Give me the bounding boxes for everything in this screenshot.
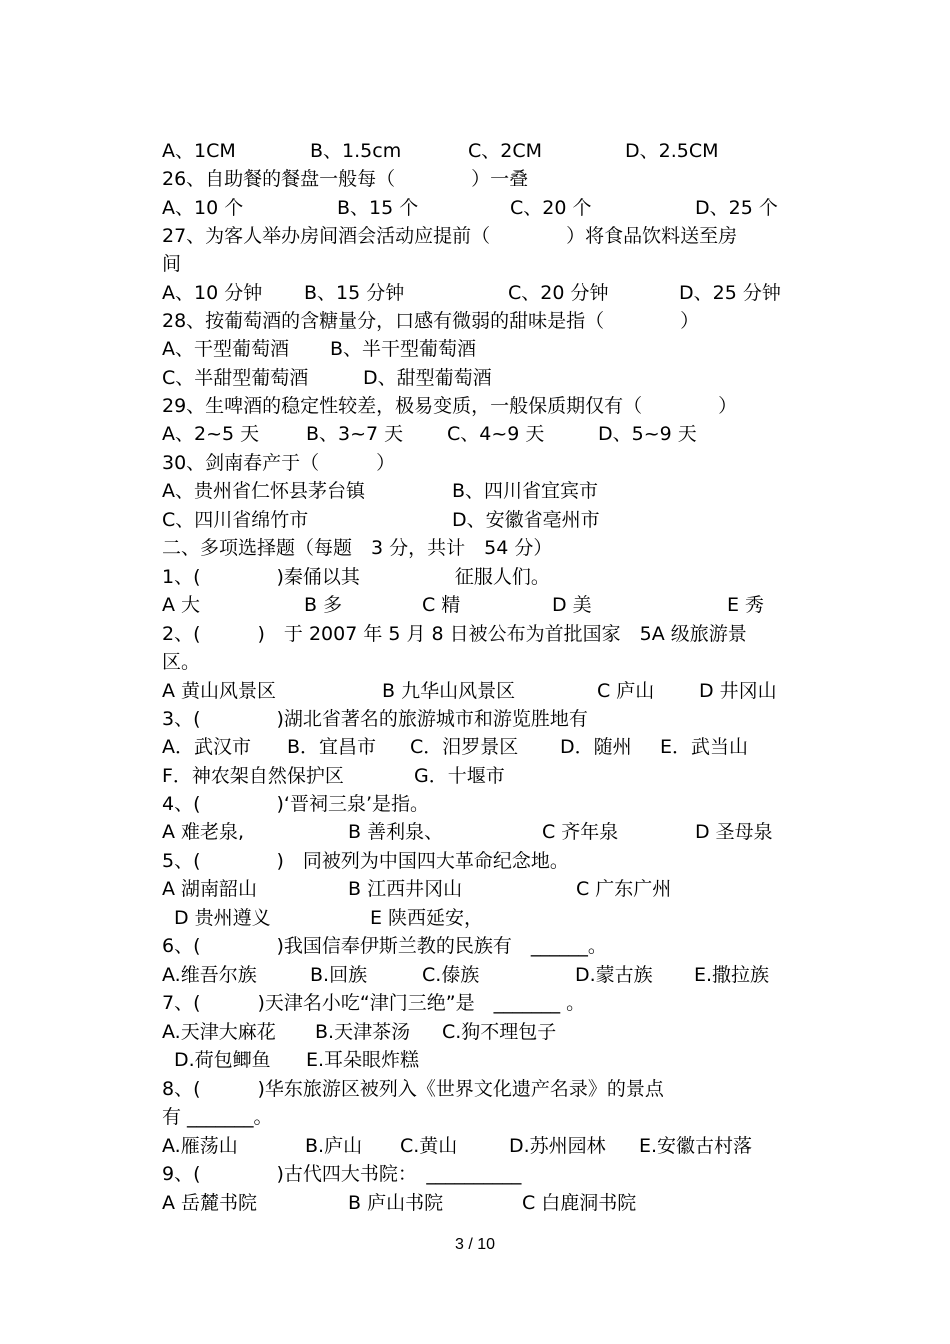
line-text: 9、( )古代四大书院： __________ [162,1163,522,1185]
answer-option: B 九华山风景区 [382,680,516,702]
answer-option: B、15 分钟 [304,282,405,304]
line-text: 1、( )秦俑以其 征服人们。 [162,566,550,588]
answer-option: B、四川省宜宾市 [452,480,599,502]
answer-option: D、2.5CM [625,140,719,162]
answer-option: C、20 分钟 [508,282,609,304]
answer-option: C、四川省绵竹市 [162,509,309,531]
line-text: 二、多项选择题（每题 3 分，共计 54 分） [162,537,553,559]
line-text: 27、为客人举办房间酒会活动应提前（ ）将食品饮料送至房 [162,225,738,247]
line-text: 7、( )天津名小吃“津门三绝”是 _______ 。 [162,992,586,1014]
answer-option: C、4~9 天 [447,423,545,445]
answer-option: A．武汉市 [162,736,251,758]
answer-option: A、干型葡萄酒 [162,338,289,360]
line-text: 28、按葡萄酒的含糖量分，口感有微弱的甜味是指（ ） [162,310,700,332]
answer-option: E.耳朵眼炸糕 [306,1049,420,1071]
answer-option: D 井冈山 [699,680,777,702]
page-number: 3 / 10 [454,1236,496,1253]
answer-option: D.蒙古族 [575,964,653,986]
line-text: 30、剑南春产于（ ） [162,452,396,474]
answer-option: E 陕西延安， [370,907,484,929]
answer-option: C、2CM [468,140,543,162]
answer-option: D．随州 [560,736,632,758]
answer-option: D 美 [552,594,592,616]
answer-option: A、1CM [162,140,236,162]
answer-option: B 江西井冈山 [348,878,463,900]
answer-option: F．神农架自然保护区 [162,765,344,787]
line-text: 26、自助餐的餐盘一般每（ ）一叠 [162,168,529,190]
line-text: 5、( ) 同被列为中国四大革命纪念地。 [162,850,569,872]
line-text: 2、( ) 于 2007 年 5 月 8 日被公布为首批国家 5A 级旅游景 [162,623,747,645]
answer-option: D.荷包鲫鱼 [174,1049,271,1071]
answer-option: D、25 分钟 [679,282,781,304]
line-text: 8、( )华东旅游区被列入《世界文化遗产名录》的景点 [162,1078,664,1100]
answer-option: A 湖南韶山 [162,878,258,900]
line-text: 29、生啤酒的稳定性较差，极易变质，一般保质期仅有（ ） [162,395,738,417]
answer-option: C 庐山 [597,680,655,702]
answer-option: E.撒拉族 [694,964,770,986]
answer-option: C、半甜型葡萄酒 [162,367,309,389]
answer-option: B、1.5cm [310,140,402,162]
answer-option: B、3~7 天 [306,423,404,445]
answer-option: B、15 个 [337,197,419,219]
answer-option: C．汨罗景区 [410,736,519,758]
answer-option: D.苏州园林 [509,1135,606,1157]
answer-option: C 白鹿洞书院 [522,1192,637,1214]
answer-option: A、10 个 [162,197,244,219]
answer-option: A.维吾尔族 [162,964,257,986]
answer-option: C、20 个 [510,197,592,219]
answer-option: D、安徽省亳州市 [452,509,600,531]
answer-option: B.天津茶汤 [315,1021,411,1043]
answer-option: C 广东广州 [576,878,672,900]
answer-option: C 齐年泉 [542,821,619,843]
answer-option: B 多 [304,594,343,616]
answer-option: A、10 分钟 [162,282,263,304]
answer-option: G．十堰市 [414,765,505,787]
answer-option: A.天津大麻花 [162,1021,276,1043]
line-text: 6、( )我国信奉伊斯兰教的民族有 ______。 [162,935,607,957]
answer-option: C.狗不理包子 [442,1021,557,1043]
answer-option: B 善利泉、 [348,821,444,843]
answer-option: C 精 [422,594,461,616]
answer-option: A.雁荡山 [162,1135,238,1157]
answer-option: E．武当山 [660,736,749,758]
line-text: 区。 [162,651,201,673]
answer-option: C.黄山 [400,1135,458,1157]
line-text: 有 _______。 [162,1106,273,1128]
answer-option: B、半干型葡萄酒 [330,338,477,360]
answer-option: D 贵州遵义 [174,907,271,929]
line-text: 3、( )湖北省著名的旅游城市和游览胜地有 [162,708,588,730]
answer-option: A、贵州省仁怀县茅台镇 [162,480,365,502]
answer-option: A 黄山风景区 [162,680,277,702]
answer-option: B 庐山书院 [348,1192,444,1214]
answer-option: B.回族 [310,964,368,986]
answer-option: B．宜昌市 [287,736,377,758]
answer-option: D、5~9 天 [598,423,697,445]
answer-option: E.安徽古村落 [639,1135,753,1157]
answer-option: D、25 个 [695,197,778,219]
answer-option: E 秀 [727,594,765,616]
line-text: 4、( )‘晋祠三泉’是指。 [162,793,429,815]
answer-option: A 难老泉, [162,821,245,843]
answer-option: A 大 [162,594,201,616]
answer-option: B.庐山 [305,1135,363,1157]
answer-option: C.傣族 [422,964,480,986]
answer-option: A 岳麓书院 [162,1192,258,1214]
answer-option: A、2~5 天 [162,423,260,445]
line-text: 间 [162,253,182,275]
answer-option: D 圣母泉 [695,821,773,843]
answer-option: D、甜型葡萄酒 [363,367,492,389]
